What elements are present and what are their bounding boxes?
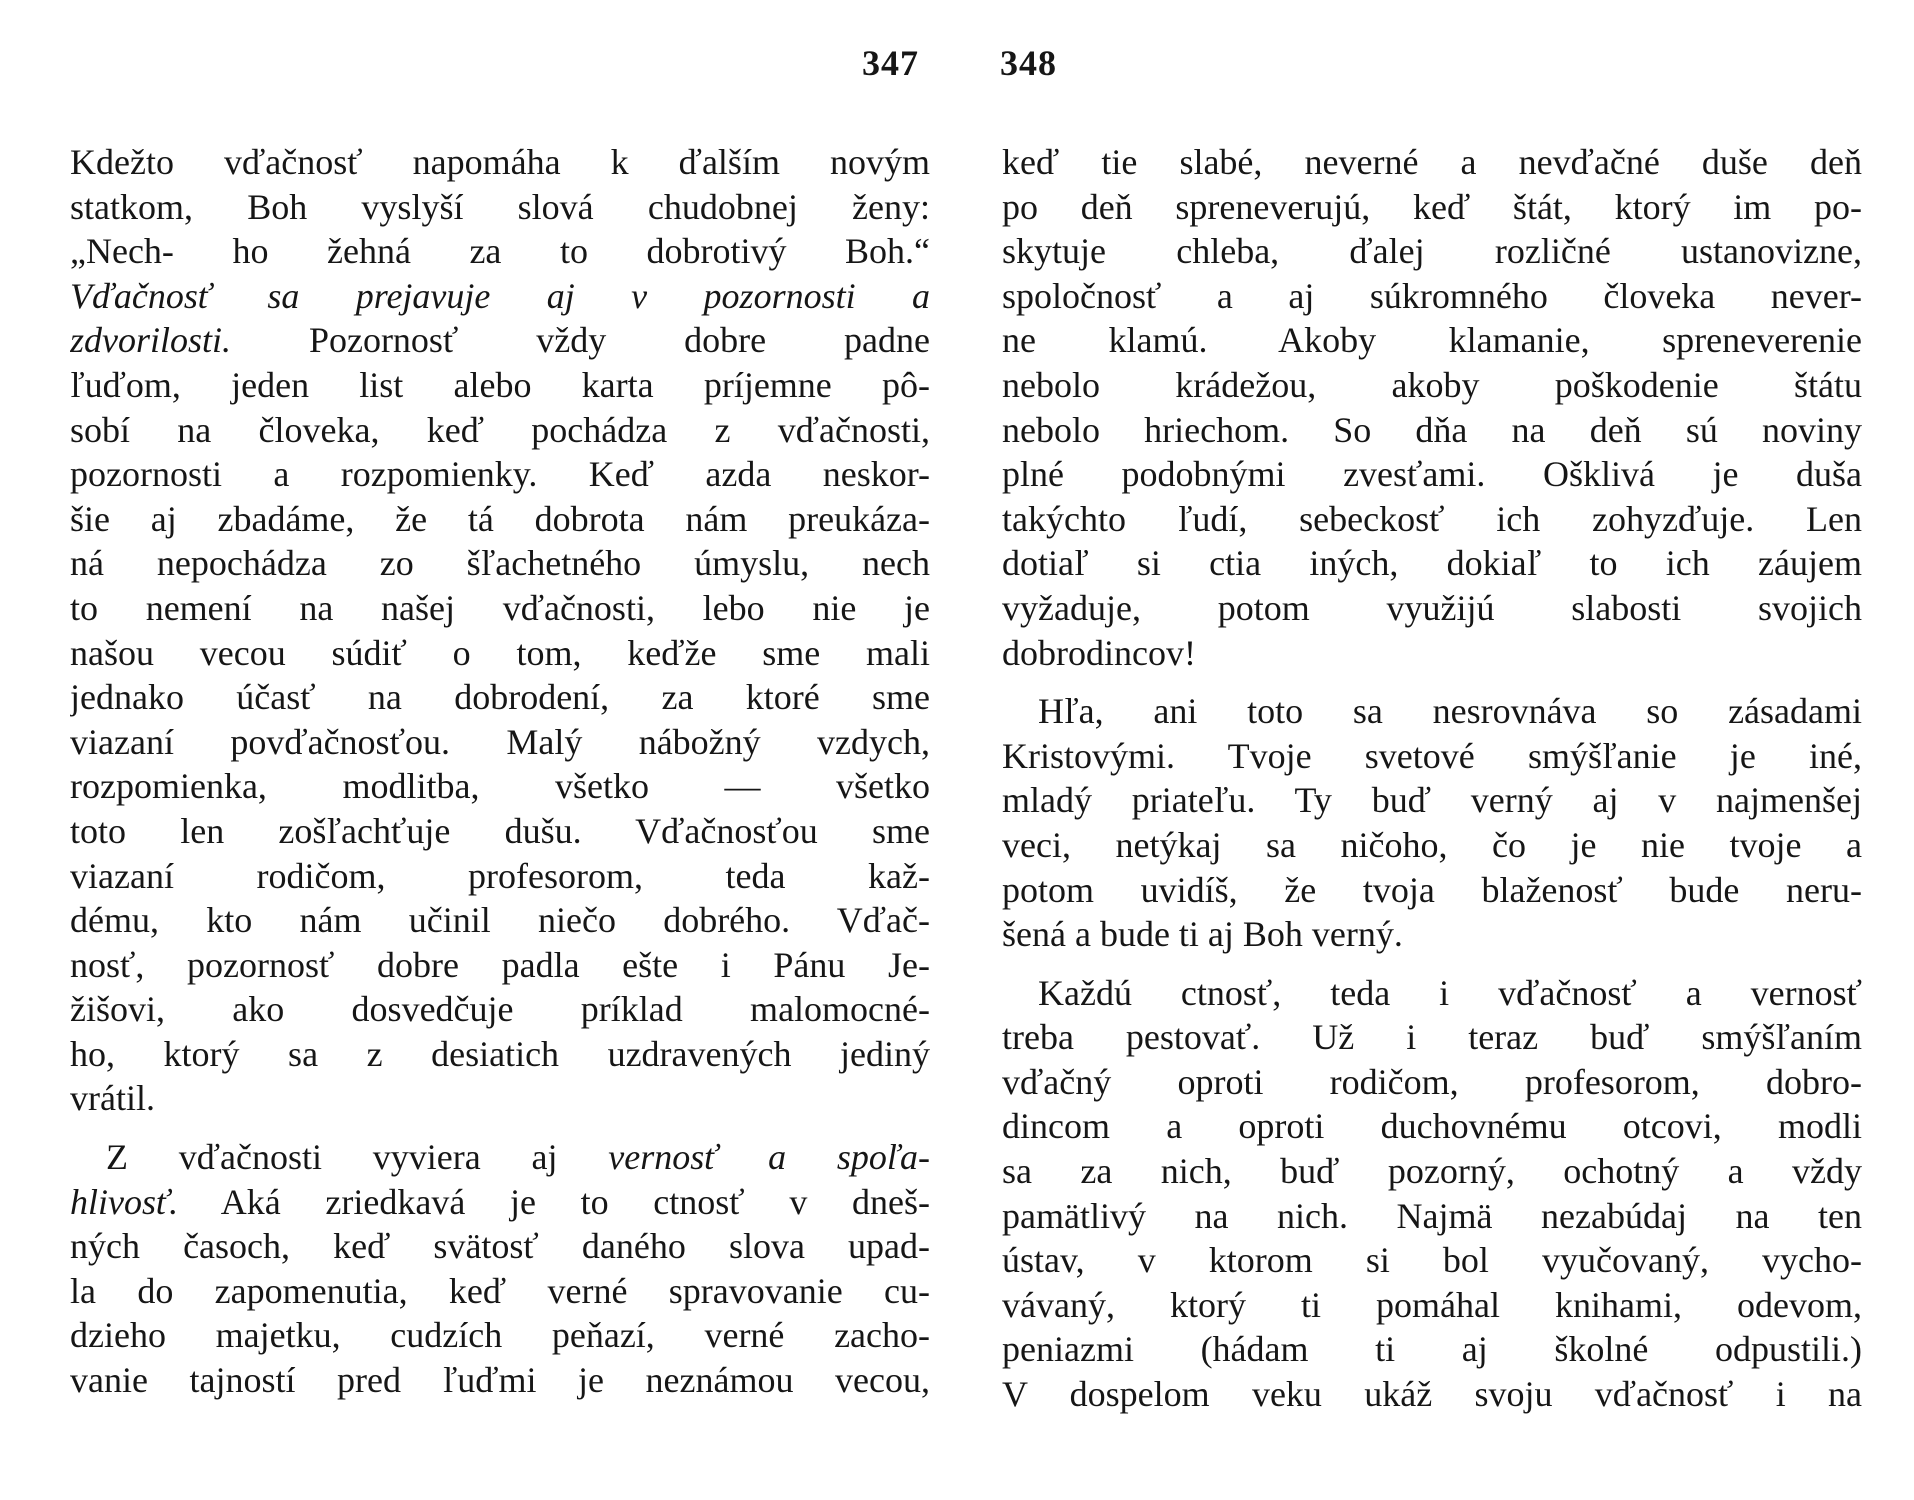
right-page-text [1002, 140, 1862, 1417]
text-line: ho, ktorý sa z desiatich uzdravených jediný [70, 1033, 930, 1074]
text-line: šie aj zbadáme, že tá dobrota nám preukáza- [70, 498, 930, 539]
text-line: šená a bude ti aj Boh verný. [1002, 914, 1403, 955]
paragraph-gap [1002, 957, 1862, 971]
text-line: Kdežto vďačnosť napomáha k ďalším novým [70, 142, 930, 182]
text-line: rozpomienka, modlitba, všetko — všetko [70, 766, 930, 807]
text-line: ných časoch, keď svätosť daného slova upad- [70, 1226, 930, 1267]
text-line: našou vecou súdiť o tom, keďže sme mali [70, 632, 930, 673]
text-line: sobí na človeka, keď pochádza z vďačnosti, [70, 409, 930, 450]
text-line: Každú ctnosť, teda i vďačnosť a vernosť [1038, 972, 1862, 1013]
text-fragment: Z vďačnosti vyviera aj [106, 1137, 609, 1178]
text-line: peniazmi (hádam ti aj školné odpustili.) [1002, 1329, 1862, 1370]
emphasis-text: hlivosť. [70, 1181, 179, 1222]
text-line: ústav, v ktorom si bol vyučovaný, vycho- [1002, 1240, 1862, 1281]
text-line: pamätlivý na nich. Najmä nezabúdaj na ten [1002, 1195, 1862, 1236]
text-line: nebolo hriechom. So dňa na deň sú noviny [1002, 409, 1862, 450]
paragraph-gap [70, 1121, 930, 1135]
text-line: žišovi, ako dosvedčuje príklad malomocné- [70, 989, 930, 1030]
paragraph [70, 140, 930, 1121]
text-line: skytuje chleba, ďalej rozličné ustanovizne, [1002, 231, 1862, 272]
text-fragment: Aká zriedkavá je to ctnosť v dneš- [178, 1181, 930, 1222]
text-line [70, 318, 930, 363]
text-line: spoločnosť a aj súkromného človeka never- [1002, 275, 1862, 316]
paragraph [1002, 689, 1862, 957]
text-line: dobrodincov! [1002, 632, 1196, 673]
text-line: viazaní povďačnosťou. Malý nábožný vzdych, [70, 721, 930, 762]
text-line: vávaný, ktorý ti pomáhal knihami, odevom, [1002, 1284, 1862, 1325]
paragraph [70, 1135, 930, 1403]
text-line: ná nepochádza zo šľachetného úmyslu, nech [70, 543, 930, 584]
text-line: viazaní rodičom, profesorom, teda kaž- [70, 855, 930, 896]
text-line: „Nech- ho žehná za to dobrotivý Boh.“ [70, 231, 930, 272]
text-line: sa za nich, buď pozorný, ochotný a vždy [1002, 1151, 1862, 1192]
text-line: dzieho majetku, cudzích peňazí, verné zacho- [70, 1315, 930, 1356]
text-line: dotiaľ si ctia iných, dokiaľ to ich záujem [1002, 543, 1862, 584]
emphasis-text: Vďačnosť sa prejavuje aj v pozornosti a [70, 275, 930, 316]
text-line: keď tie slabé, neverné a nevďačné duše deň [1002, 142, 1862, 182]
text-line: toto len zošľachťuje dušu. Vďačnosťou sme [70, 810, 930, 851]
text-line: nebolo krádežou, akoby poškodenie štátu [1002, 364, 1862, 405]
emphasis-text: zdvorilosti. [70, 320, 232, 361]
text-line [70, 274, 930, 319]
text-line: vyžaduje, potom využijú slabosti svojich [1002, 587, 1862, 628]
text-line: Hľa, ani toto sa nesrovnáva so zásadami [1038, 691, 1862, 732]
text-line: to nemení na našej vďačnosti, lebo nie je [70, 587, 930, 628]
page-number-left: 347 [862, 43, 919, 83]
text-line [70, 1180, 930, 1225]
text-line: Kristovými. Tvoje svetové smýšľanie je iné, [1002, 735, 1862, 776]
text-line: pozornosti a rozpomienky. Keď azda neskor- [70, 454, 930, 495]
text-line: V dospelom veku ukáž svoju vďačnosť i na [1002, 1374, 1862, 1415]
text-line: plné podobnými zvesťami. Ošklivá je duša [1002, 454, 1862, 495]
page-number-right: 348 [1000, 43, 1057, 83]
text-line: nosť, pozornosť dobre padla ešte i Pánu Je- [70, 944, 930, 985]
text-line: po deň spreneverujú, keď štát, ktorý im po- [1002, 186, 1862, 227]
text-line: vďačný oproti rodičom, profesorom, dobro- [1002, 1061, 1862, 1102]
text-fragment: Pozornosť vždy dobre padne [231, 320, 930, 361]
text-line: treba pestovať. Už i teraz buď smýšľaním [1002, 1017, 1862, 1058]
text-line: vrátil. [70, 1078, 155, 1119]
text-line: jednako účasť na dobrodení, za ktoré sme [70, 677, 930, 718]
emphasis-text: vernosť a spoľa- [608, 1137, 930, 1178]
paragraph [1002, 140, 1862, 675]
text-line: mladý priateľu. Ty buď verný aj v najmenšej [1002, 780, 1862, 821]
paragraph [1002, 971, 1862, 1417]
paragraph-gap [1002, 675, 1862, 689]
text-line: dincom a oproti duchovnému otcovi, modli [1002, 1106, 1862, 1147]
text-line: la do zapomenutia, keď verné spravovanie cu- [70, 1270, 930, 1311]
text-line: dému, kto nám učinil niečo dobrého. Vďač- [70, 900, 930, 941]
text-line: ne klamú. Akoby klamanie, spreneverenie [1002, 320, 1862, 361]
text-line: takýchto ľudí, sebeckosť ich zohyzďuje. Len [1002, 498, 1862, 539]
text-line: ľuďom, jeden list alebo karta príjemne pô- [70, 364, 930, 405]
text-line [70, 1135, 930, 1180]
text-line: statkom, Boh vyslyší slová chudobnej ženy: [70, 186, 930, 227]
left-page-text [70, 140, 930, 1403]
text-line: potom uvidíš, že tvoja blaženosť bude neru- [1002, 869, 1862, 910]
text-line: vanie tajností pred ľuďmi je neznámou vecou, [70, 1360, 930, 1401]
text-line: veci, netýkaj sa ničoho, čo je nie tvoje a [1002, 824, 1862, 865]
